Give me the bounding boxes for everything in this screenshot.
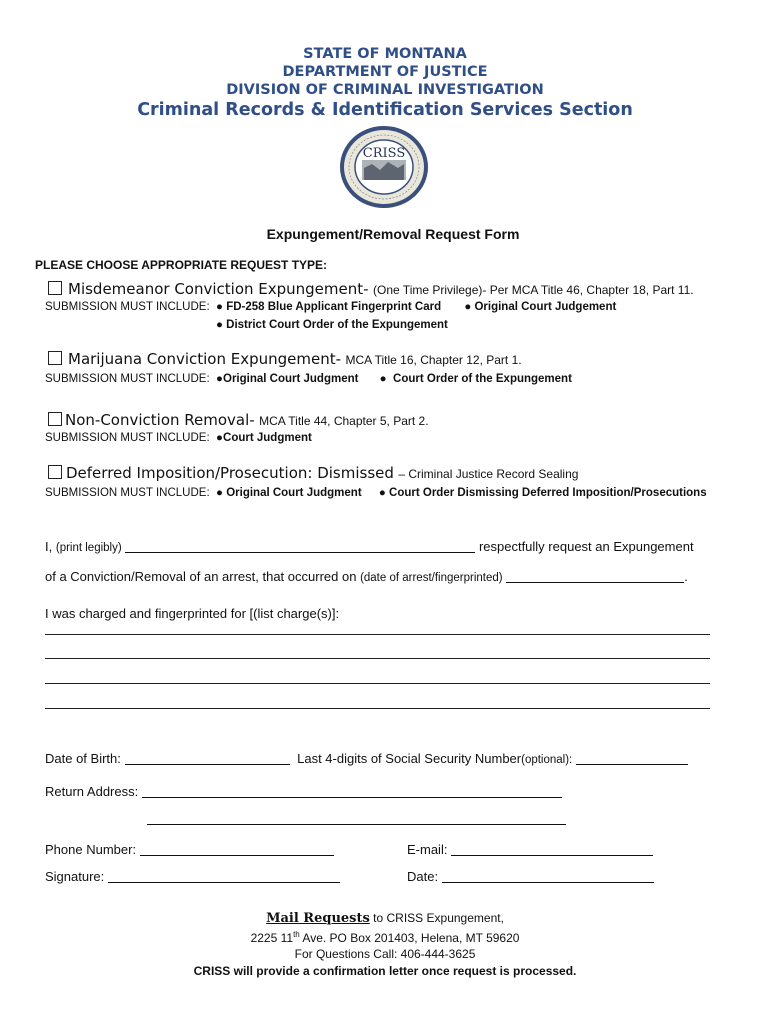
phone-row: Phone Number: [45, 842, 334, 857]
misdemeanor-requirements: SUBMISSION MUST INCLUDE: ● FD-258 Blue Applicant Fingerprint Card ● Original Court Judgement [45, 301, 617, 313]
email-field[interactable] [451, 843, 653, 856]
charges-line-2[interactable] [45, 658, 710, 659]
misdemeanor-requirement-3: ● District Court Order of the Expungement [216, 319, 448, 331]
deferred-checkbox[interactable] [48, 465, 62, 479]
state-heading: STATE OF MONTANA [303, 46, 467, 62]
date-field[interactable] [442, 870, 654, 883]
non-conviction-checkbox[interactable] [48, 412, 62, 426]
email-row: E-mail: [407, 842, 653, 857]
mail-requests-line: Mail Requests to CRISS Expungement, [266, 911, 504, 926]
option-non-conviction[interactable]: Non-Conviction Removal- MCA Title 44, Chapter 5, Part 2. [48, 411, 429, 430]
statement-line-2: of a Conviction/Removal of an arrest, that occurred on (date of arrest/fingerprinted) . [45, 569, 688, 584]
charges-line-3[interactable] [45, 683, 710, 684]
option-marijuana[interactable]: Marijuana Conviction Expungement- MCA Title 16, Chapter 12, Part 1. [48, 350, 522, 369]
name-field[interactable] [125, 540, 475, 553]
marijuana-checkbox[interactable] [48, 351, 62, 365]
phone-field[interactable] [140, 843, 334, 856]
confirmation-note: CRISS will provide a confirmation letter once request is processed. [193, 964, 577, 978]
seal-text: CRISS [362, 146, 406, 161]
ssn-field[interactable] [576, 752, 688, 765]
deferred-requirements: SUBMISSION MUST INCLUDE: ● Original Court Judgment ● Court Order Dismissing Deferred Imposition/Prosecutions [45, 487, 707, 499]
dob-row: Date of Birth: Last 4-digits of Social Security Number(optional): [45, 751, 688, 766]
option-misdemeanor[interactable]: Misdemeanor Conviction Expungement- (One Time Privilege)- Per MCA Title 46, Chapter 18, Part 11. [48, 280, 694, 299]
section-heading: Criminal Records & Identification Services Section [137, 100, 633, 120]
charges-line-1[interactable] [45, 634, 710, 635]
division-heading: DIVISION OF CRIMINAL INVESTIGATION [226, 82, 544, 98]
form-title: Expungement/Removal Request Form [266, 226, 520, 242]
option-deferred[interactable]: Deferred Imposition/Prosecution: Dismissed – Criminal Justice Record Sealing [48, 464, 578, 483]
return-address-field-2[interactable] [147, 812, 566, 825]
charges-label: I was charged and fingerprinted for [(list charge(s)]: [45, 606, 340, 621]
non-conviction-requirements: SUBMISSION MUST INCLUDE: ●Court Judgment [45, 432, 312, 444]
signature-field[interactable] [108, 870, 340, 883]
signature-row: Signature: [45, 869, 340, 884]
choose-request-label: PLEASE CHOOSE APPROPRIATE REQUEST TYPE: [35, 258, 328, 272]
return-address-field[interactable] [142, 785, 562, 798]
misdemeanor-checkbox[interactable] [48, 281, 62, 295]
dob-field[interactable] [125, 752, 290, 765]
questions-phone: For Questions Call: 406-444-3625 [294, 947, 476, 961]
return-address-row: Return Address: [45, 784, 562, 799]
marijuana-requirements: SUBMISSION MUST INCLUDE: ●Original Court Judgment ● Court Order of the Expungement [45, 373, 572, 385]
date-row: Date: [407, 869, 654, 884]
statement-line-1: I, (print legibly) respectfully request an Expungement [45, 539, 694, 554]
arrest-date-field[interactable] [506, 570, 684, 583]
charges-line-4[interactable] [45, 708, 710, 709]
mailing-address: 2225 11th Ave. PO Box 201403, Helena, MT 59620 [250, 930, 520, 945]
criss-seal-icon [338, 124, 430, 210]
department-heading: DEPARTMENT OF JUSTICE [282, 64, 488, 80]
